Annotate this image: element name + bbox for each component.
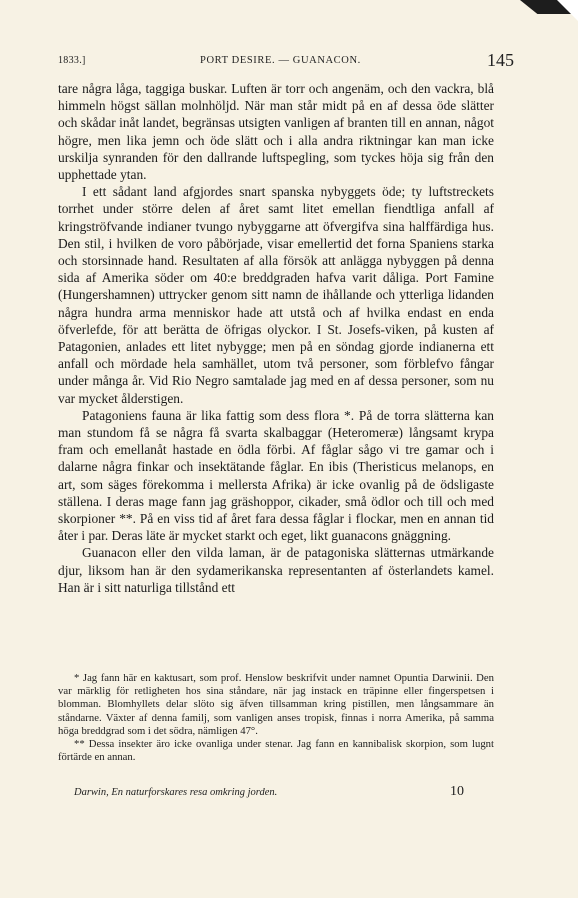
page-number: 145 [487, 50, 514, 70]
header-title: PORT DESIRE. — GUANACON. [200, 55, 361, 66]
footnote: * Jag fann här en kaktusart, som prof. Henslow beskrifvit under namnet Opuntia Darwinii. Den var märklig för retligheten hos sina ståndare, när jag instack en träpinne eller fingerspetsen i blomman. Blomhyllets delar slöto sig äfven tillsamman kring pistillen, men långsammare än ståndarne. Växter af denna familj, som vanligen anses tropisk, finnas i norra Amerika, på samma höga breddgrad som i det södra, nämligen 47°. [58, 672, 494, 737]
footer-credit: Darwin, En naturforskares resa omkring jorden. [74, 787, 278, 798]
paragraph: tare några låga, taggiga buskar. Luften är torr och angenäm, och den vackra, blå himmeln högst sällan molnhöljd. När man står midt på en af dessa öde slätter och skådar inåt landet, begränsas utsigten vanligen af branten till en annan, något högre, men lika jemn och öde slätt och i alla andra riktningar kan man icke urskilja synranden för den dallrande luftspegling, som tyckes höja sig från den upphettade ytan. [58, 81, 494, 183]
paragraph: Guanacon eller den vilda laman, är de patagoniska slätternas utmärkande djur, liksom han är den sydamerikanska representanten af österlandets kamel. Han är i sitt naturliga tillstånd ett [58, 545, 494, 595]
page-footer [74, 784, 494, 802]
paragraph: I ett sådant land afgjordes snart spanska nybyggets öde; ty luftstreckets torrhet under större delen af året samt litet emellan fiendtliga anfall af kringströfvande indianer tvungo nybyggarne att öfvergifva sina halffärdiga hus. Den stil, i hvilken de voro påbörjade, visar emellertid det forna Spaniens starka och storsinnade hand. Resultaten af alla försök att anlägga nybyggen på denna sida af Amerika söder om 40:e breddgraden hafva varit dåliga. Port Famine (Hungershamnen) uttrycker genom sitt namn de ihållande och ytterliga lidanden några hundra arma menniskor hade att utstå och af hvilka endast en enda öfverlefde, för att berätta de öfrigas olyckor. I St. Josefs-viken, på kusten af Patagonien, anlades ett litet nybygge; men på en söndag gjorde indianerna ett anfall och mördade hela samhället, utom två personer, som förblefvo fångar under många år. Vid Rio Negro samtalade jag med en af dessa personer, som nu var mycket ålderstigen. [58, 184, 494, 406]
running-header [58, 52, 522, 74]
paragraph: Patagoniens fauna är lika fattig som dess flora *. På de torra slätterna kan man stundom få se några få svarta skalbaggar (Heteromeræ) långsamt krypa fram och emellanåt hastade en ödla förbi. Af fåglar sågo vi tre gamar och i dalarne några finkar och insektätande fåglar. En ibis (Theristicus melanops, en art, som säges förekomma i mellersta Afrika) är icke ovanlig på de ödsligaste ställena. I deras mage fann jag gräshoppor, cikader, små ödlor och till och med skorpioner **. På en viss tid af året fara dessa fåglar i flockar, men en annan tid åter i par. Deras läte är mycket starkt och eget, likt guanacons gnäggning. [58, 407, 494, 544]
footnotes [58, 672, 494, 764]
header-year: 1833.] [58, 55, 86, 66]
footnote: ** Dessa insekter äro icke ovanliga under stenar. Jag fann en kannibalisk skorpion, som lugnt förtärde en annan. [58, 738, 494, 764]
signature-mark: 10 [450, 784, 464, 799]
body-text [58, 80, 494, 596]
